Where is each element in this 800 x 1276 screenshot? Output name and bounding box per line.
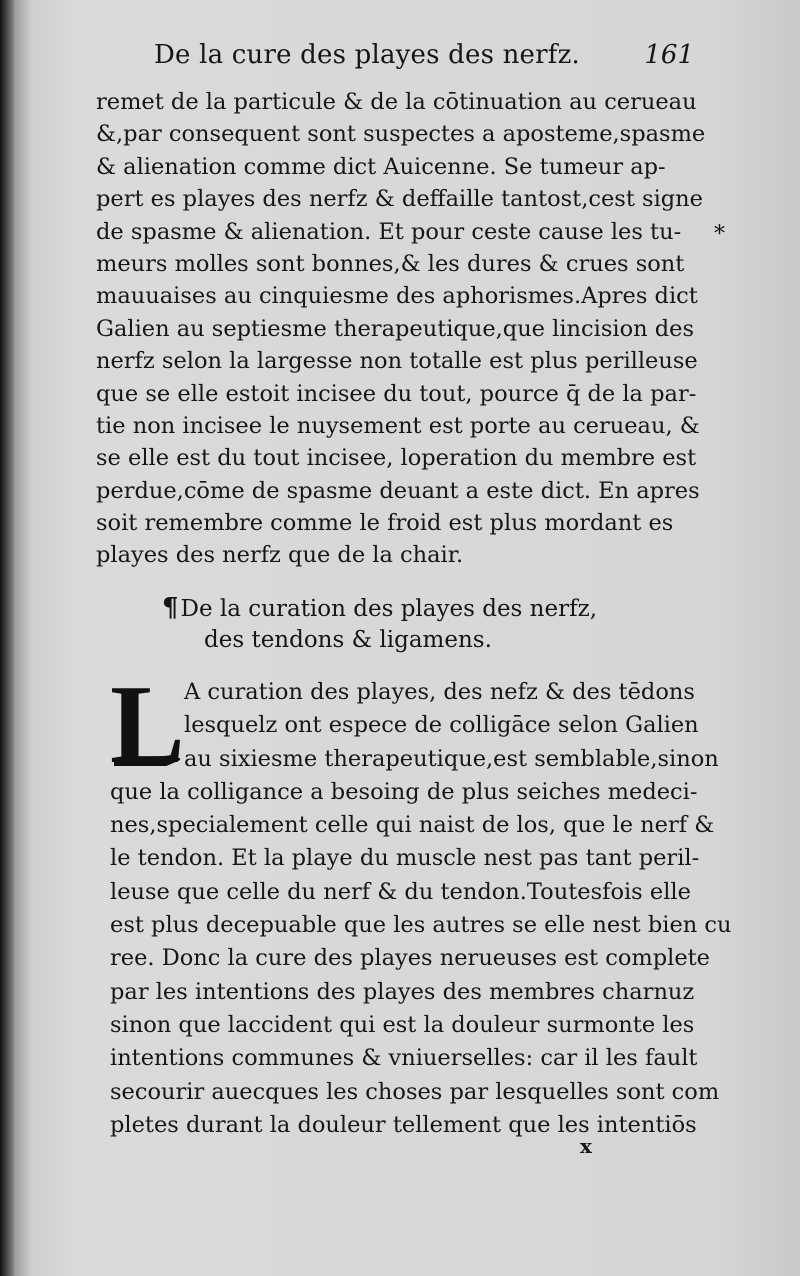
page-header xyxy=(154,40,694,80)
signature-mark: x xyxy=(580,1134,592,1158)
page-number: 161 xyxy=(644,40,694,70)
binding-shadow xyxy=(0,0,14,1276)
text-line: nerfz selon la largesse non totalle est plus perilleuse xyxy=(96,348,698,375)
text-line: se elle est du tout incisee, loperation du membre est xyxy=(96,445,697,472)
text-line: secourir auecques les choses par lesquelles sont com xyxy=(110,1078,720,1105)
text-line: playes des nerfz que de la chair. xyxy=(96,542,464,569)
running-title: De la cure des playes des nerfz. xyxy=(154,40,580,70)
text-line: pert es playes des nerfz & deffaille tantost,cest signe xyxy=(96,186,703,213)
text-line: au sixiesme therapeutique,est semblable,sinon xyxy=(184,745,719,772)
text-line: intentions communes & vniuerselles: car il les fault xyxy=(110,1045,698,1072)
text-line: est plus decepuable que les autres se elle nest bien cu xyxy=(110,912,732,939)
body-paragraph-2 xyxy=(110,663,732,1142)
text-line: de spasme & alienation. Et pour ceste cause les tu- xyxy=(96,218,682,245)
text-line: leuse que celle du nerf & du tendon.Toutesfois elle xyxy=(110,878,691,905)
text-line: Galien au septiesme therapeutique,que lincision des xyxy=(96,315,695,342)
text-line: remet de la particule & de la cōtinuation au cerueau xyxy=(96,89,697,115)
drop-cap: L xyxy=(110,663,185,787)
book-page xyxy=(14,0,800,1276)
text-line: par les intentions des playes des membres charnuz xyxy=(110,978,695,1005)
text-line: lesquelz ont espece de colligāce selon Galien xyxy=(184,712,699,739)
text-line: nes,specialement celle qui naist de los, que le nerf & xyxy=(110,812,715,839)
text-line: que la colligance a besoing de plus seiches medeci- xyxy=(110,778,698,805)
text-line: tie non incisee le nuysement est porte au cerueau, & xyxy=(96,412,700,439)
pilcrow-icon: ¶ xyxy=(162,593,179,623)
text-line: pletes durant la douleur tellement que les intentiōs xyxy=(110,1111,697,1138)
text-line: sinon que laccident qui est la douleur surmonte les xyxy=(110,1011,695,1038)
text-line: perdue,cōme de spasme deuant a este dict. En apres xyxy=(96,477,700,504)
heading-line-2: des tendons & ligamens. xyxy=(204,627,492,653)
text-line: meurs molles sont bonnes,& les dures & crues sont xyxy=(96,250,685,277)
margin-asterisk: * xyxy=(714,222,725,247)
text-line: le tendon. Et la playe du muscle nest pas tant peril- xyxy=(110,845,700,872)
text-line: &,par consequent sont suspectes a aposteme,spasme xyxy=(96,121,706,148)
body-paragraph-1 xyxy=(96,86,706,572)
text-line: soit remembre comme le froid est plus mordant es xyxy=(96,510,674,537)
text-line: ree. Donc la cure des playes nerueuses est complete xyxy=(110,945,710,972)
text-line: que se elle estoit incisee du tout, pource q̄ de la par- xyxy=(96,380,697,407)
heading-line-1: De la curation des playes des nerfz, xyxy=(180,596,598,622)
text-line: & alienation comme dict Auicenne. Se tumeur ap- xyxy=(96,153,666,180)
text-line: mauuaises au cinquiesme des aphorismes.Apres dict xyxy=(96,283,698,310)
section-heading xyxy=(162,592,662,656)
text-line: A curation des playes, des nefz & des tēdons xyxy=(184,679,695,705)
